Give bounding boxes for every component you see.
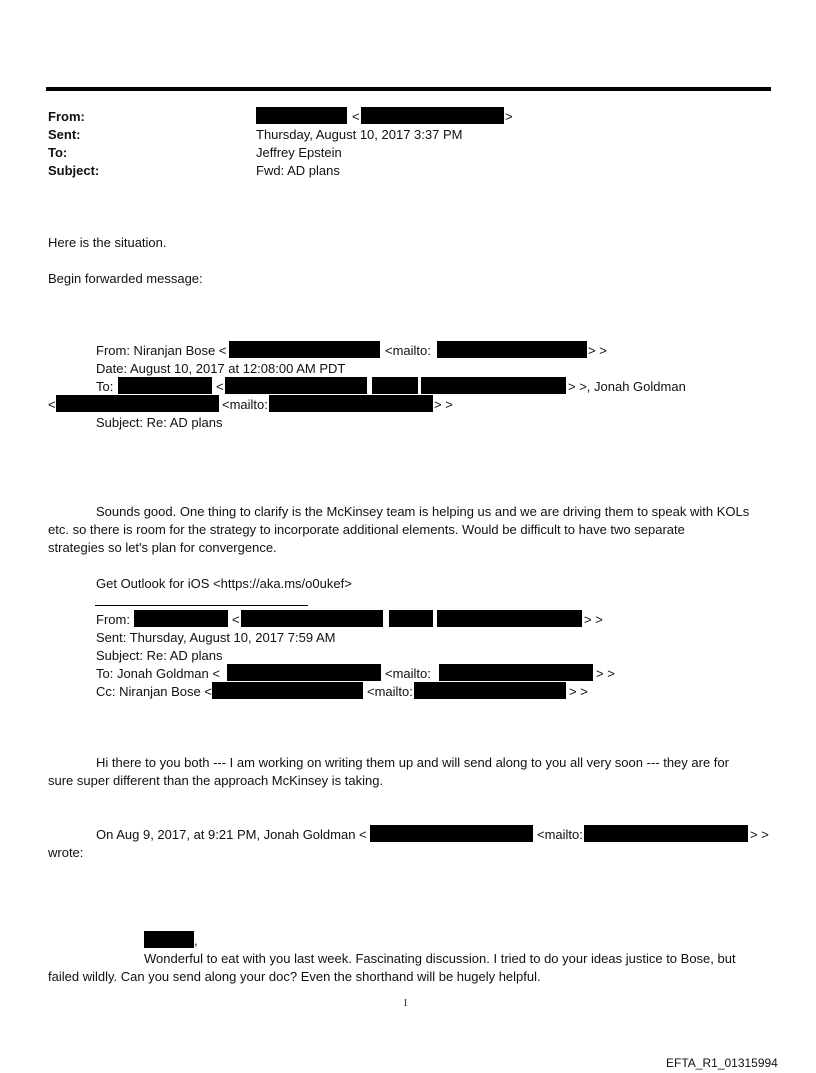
message-line2: failed wildly. Can you send along your doc? Even the shorthand will be hugely helpful. xyxy=(48,969,541,984)
fwd2-cc-mailto: <mailto: xyxy=(367,684,413,699)
redaction-box xyxy=(584,825,748,842)
redaction-box xyxy=(225,377,367,394)
fwd1-from-end: > > xyxy=(588,343,607,358)
fwd1-date: Date: August 10, 2017 at 12:08:00 AM PDT xyxy=(96,361,346,376)
redaction-box xyxy=(229,341,380,358)
fwd1-line2-end: > > xyxy=(434,397,453,412)
redaction-box xyxy=(56,395,219,412)
redaction-box xyxy=(118,377,212,394)
sent-label: Sent: xyxy=(48,127,81,142)
fwd2-from-angle: < xyxy=(232,612,240,627)
greeting-comma: , xyxy=(194,933,198,948)
quote-mailto: <mailto: xyxy=(537,827,583,842)
begin-forward-text: Begin forwarded message: xyxy=(48,271,203,286)
page-number: 1 xyxy=(403,998,408,1009)
from-angle-open: < xyxy=(352,109,360,124)
redaction-box xyxy=(439,664,593,681)
fwd2-to-mailto: <mailto: xyxy=(385,666,431,681)
fwd1-to-angle: < xyxy=(216,379,224,394)
redaction-box xyxy=(370,825,533,842)
redaction-box xyxy=(372,377,418,394)
fwd1-to-tail: > >, Jonah Goldman xyxy=(568,379,686,394)
fwd1-line2-mailto: <mailto: xyxy=(222,397,268,412)
quote-line1-prefix: On Aug 9, 2017, at 9:21 PM, Jonah Goldman < xyxy=(96,827,367,842)
fwd2-cc-end: > > xyxy=(569,684,588,699)
redaction-box xyxy=(144,931,194,948)
fwd2-to-end: > > xyxy=(596,666,615,681)
redaction-box xyxy=(421,377,566,394)
redaction-box xyxy=(212,682,363,699)
reply1-line1: Sounds good. One thing to clarify is the McKinsey team is helping us and we are driving them to speak with KOLs xyxy=(96,504,750,519)
from-angle-close: > xyxy=(505,109,513,124)
fwd2-to-prefix: To: Jonah Goldman < xyxy=(96,666,220,681)
from-label: From: xyxy=(48,109,85,124)
fwd2-sent: Sent: Thursday, August 10, 2017 7:59 AM xyxy=(96,630,336,645)
fwd2-subject: Subject: Re: AD plans xyxy=(96,648,223,663)
redaction-box xyxy=(389,610,433,627)
document-id: EFTA_R1_01315994 xyxy=(666,1056,778,1070)
fwd1-to-label: To: xyxy=(96,379,114,394)
fwd1-subject: Subject: Re: AD plans xyxy=(96,415,223,430)
reply2-line2: sure super different than the approach McKinsey is taking. xyxy=(48,773,384,788)
reply1-line2: etc. so there is room for the strategy to incorporate additional elements. Would be difficult to have two separate xyxy=(48,522,685,537)
fwd1-mailto: <mailto: xyxy=(385,343,431,358)
sent-value: Thursday, August 10, 2017 3:37 PM xyxy=(256,127,463,142)
outlook-link[interactable]: Get Outlook for iOS <https://aka.ms/o0ukef> xyxy=(96,576,352,591)
separator-line xyxy=(95,605,308,606)
subject-label: Subject: xyxy=(48,163,100,178)
redaction-box xyxy=(414,682,566,699)
quote-wrote: wrote: xyxy=(48,845,84,860)
redaction-box xyxy=(437,341,587,358)
message-line1: Wonderful to eat with you last week. Fascinating discussion. I tried to do your ideas justice to Bose, but xyxy=(144,951,736,966)
redaction-box xyxy=(241,610,383,627)
intro-text: Here is the situation. xyxy=(48,235,167,250)
reply2-line1: Hi there to you both --- I am working on writing them up and will send along to you all very soon --- they are for xyxy=(96,755,729,770)
quote-line1-end: > > xyxy=(750,827,769,842)
redaction-box xyxy=(227,664,381,681)
fwd1-line2-angle: < xyxy=(48,397,56,412)
fwd2-cc-prefix: Cc: Niranjan Bose < xyxy=(96,684,212,699)
fwd2-from-end: > > xyxy=(584,612,603,627)
redaction-box xyxy=(361,107,504,124)
redaction-box xyxy=(437,610,582,627)
redaction-box xyxy=(269,395,433,412)
to-label: To: xyxy=(48,145,68,160)
fwd2-from-label: From: xyxy=(96,612,130,627)
header-rule xyxy=(46,87,771,91)
redaction-box xyxy=(256,107,347,124)
reply1-line3: strategies so let's plan for convergence. xyxy=(48,540,277,555)
subject-value: Fwd: AD plans xyxy=(256,163,340,178)
fwd1-from-prefix: From: Niranjan Bose < xyxy=(96,343,227,358)
redaction-box xyxy=(134,610,228,627)
to-value: Jeffrey Epstein xyxy=(256,145,342,160)
